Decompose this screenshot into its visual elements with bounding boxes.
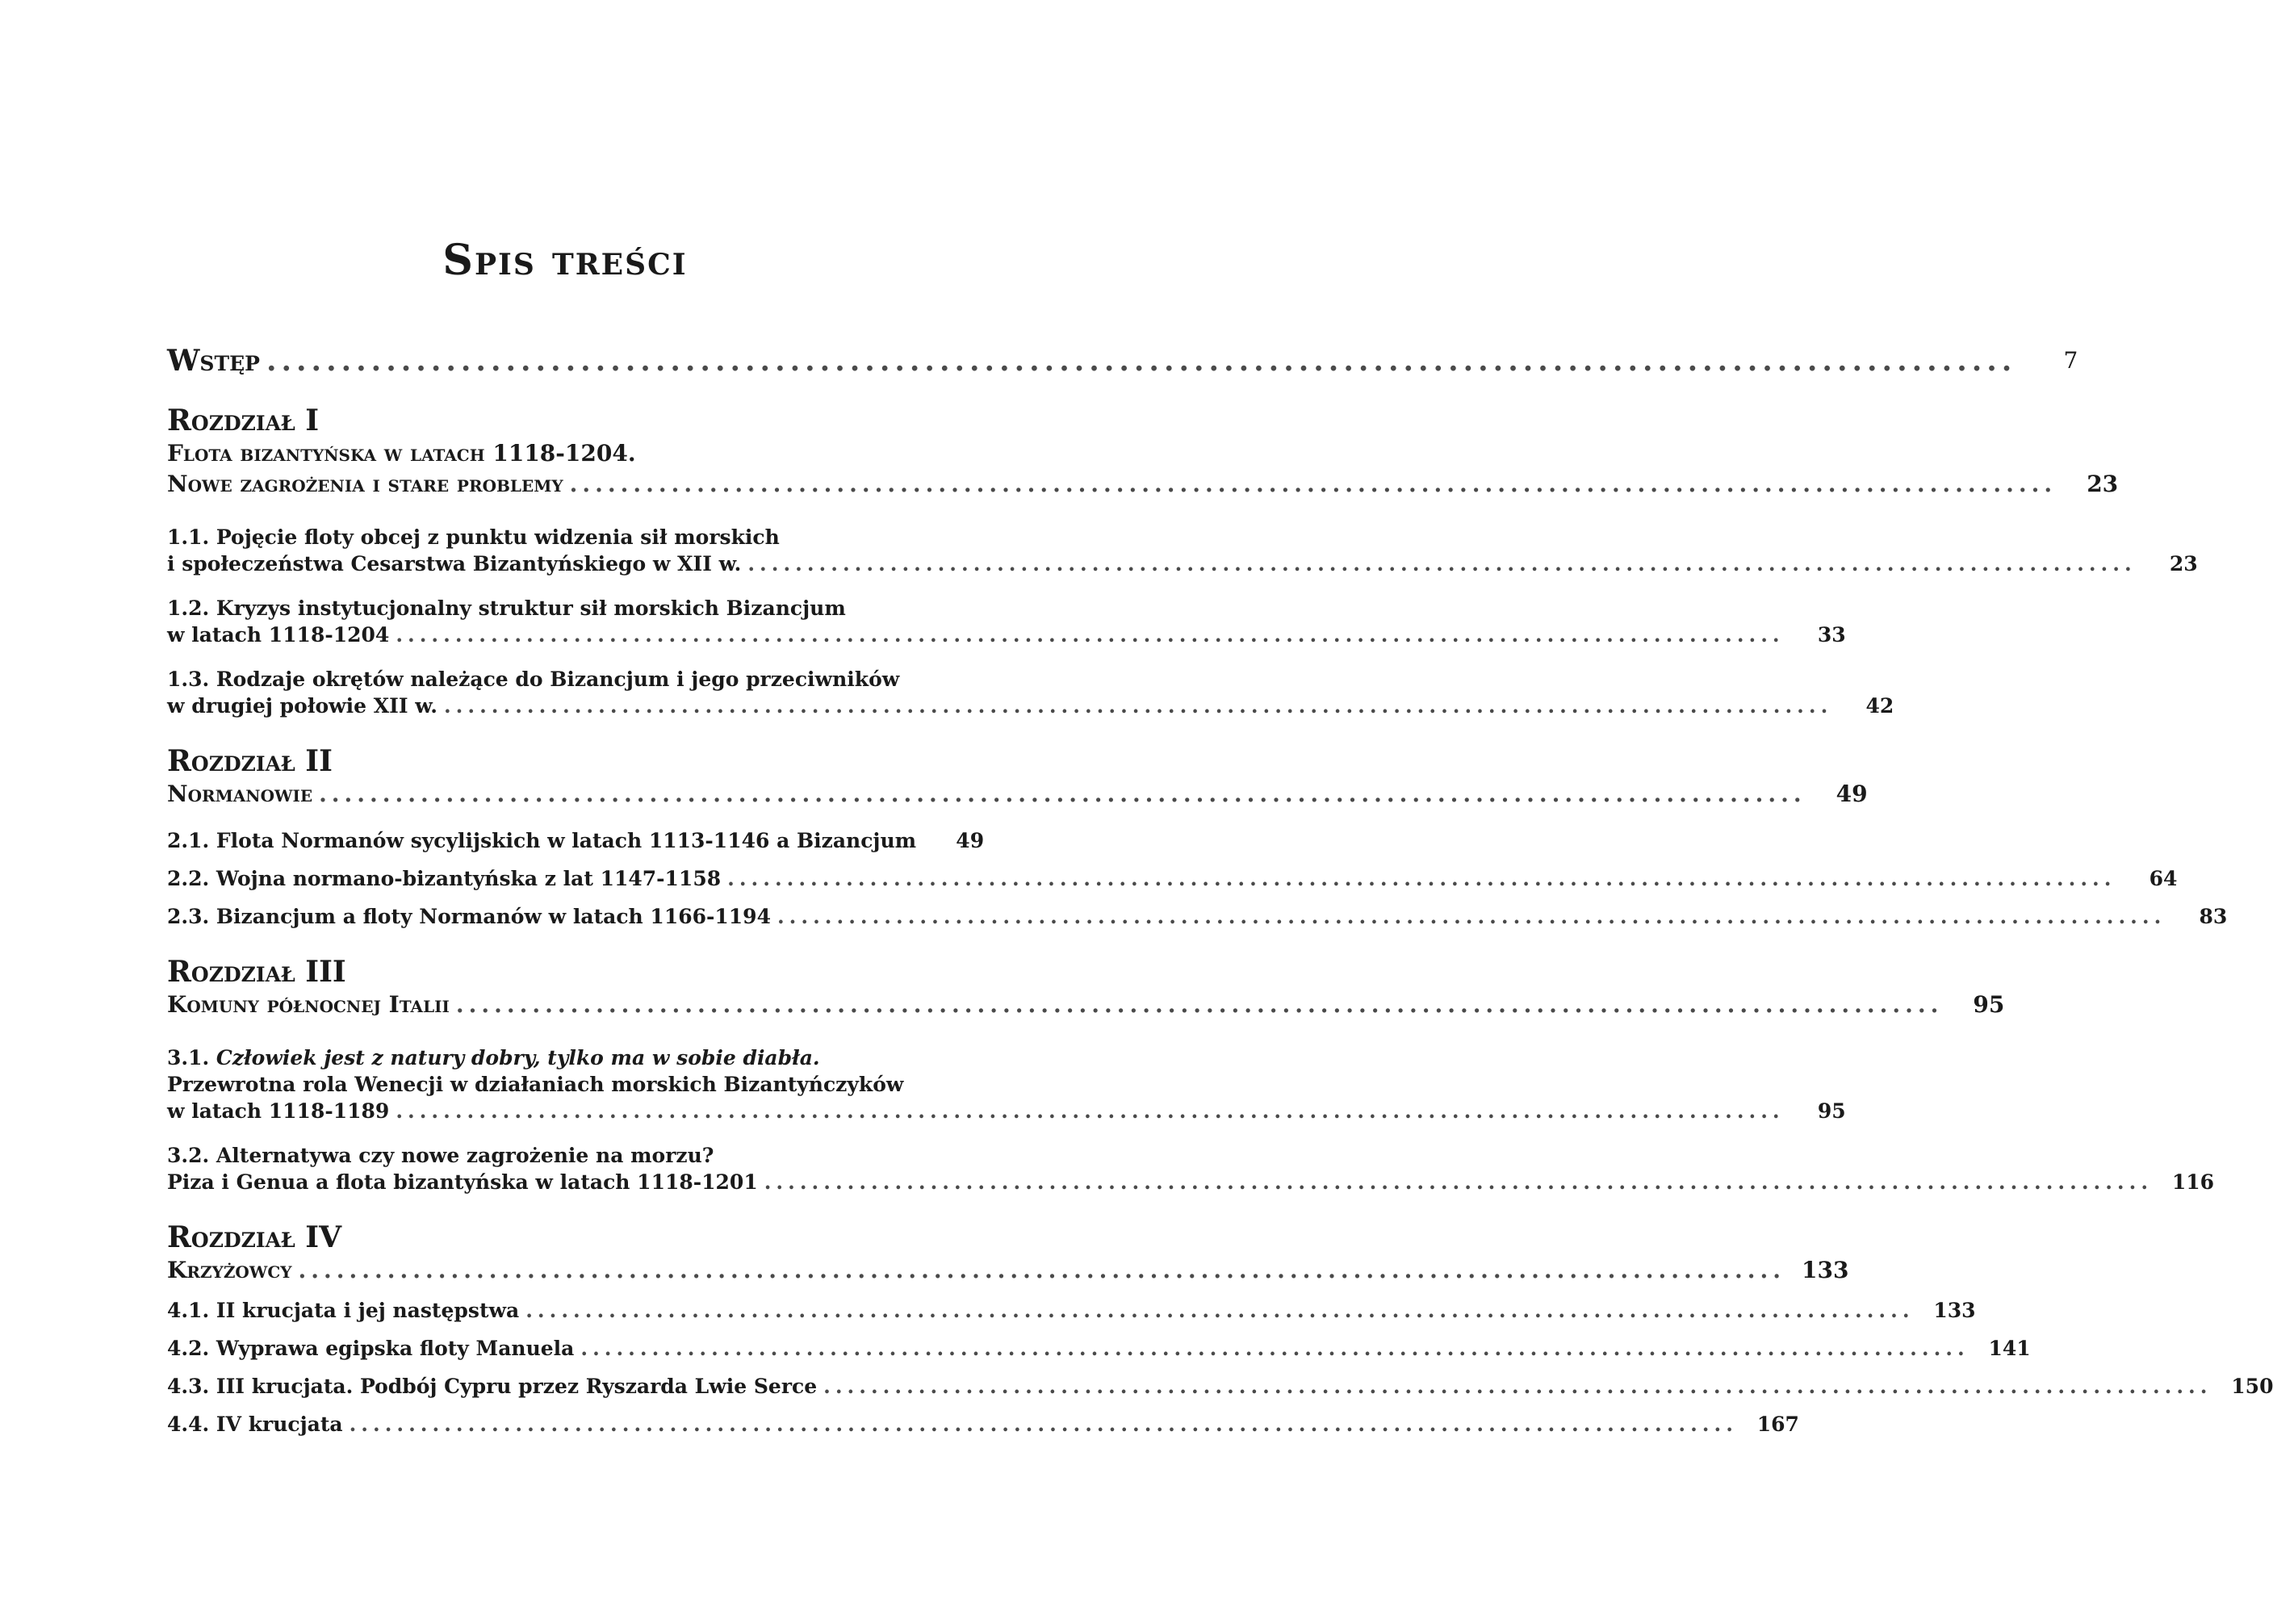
- section-title-line: 1.3. Rodzaje okrętów należące do Bizancjum i jego przeciwników: [167, 668, 900, 691]
- section-title-row: [167, 693, 1894, 719]
- section-4-4: [167, 1411, 1799, 1438]
- toc-page-number: 42: [1865, 694, 1894, 718]
- chapter-1: [167, 403, 2198, 719]
- section-4-2: [167, 1335, 2031, 1362]
- section-title-line: Piza i Genua a flota bizantyńska w latach 1118-1201: [167, 1170, 758, 1194]
- section-title-line: w drugiej połowie XII w.: [167, 694, 437, 718]
- dot-leader: .....................................................................................................................: [580, 1337, 1970, 1360]
- section-title-line: i społeczeństwa Cesarstwa Bizantyńskiego w XII w.: [167, 552, 742, 576]
- page-title: Spis treści: [442, 236, 688, 285]
- section-3-2: [167, 1142, 2215, 1195]
- dot-leader: .....................................................................................................................: [298, 1257, 1786, 1283]
- dot-leader: .....................................................................................................................: [569, 471, 2057, 497]
- toc-page-number: 116: [2171, 1170, 2215, 1194]
- section-2-2: [167, 865, 2178, 892]
- toc-page-number: 83: [2199, 905, 2228, 928]
- section-title-line: 1.2. Kryzys instytucjonalny struktur sił morskich Bizancjum: [167, 596, 846, 620]
- chapter-title-row: [167, 469, 2119, 500]
- section-title-line: w latach 1118-1189: [167, 1099, 390, 1123]
- toc-page-number: 7: [2063, 347, 2078, 374]
- section-2-1: [167, 827, 984, 854]
- chapter-title-row: [167, 1255, 1849, 1286]
- toc-page-number: 133: [1802, 1257, 1849, 1283]
- toc-page-number: 23: [2087, 471, 2119, 497]
- chapter-3: [167, 954, 2215, 1195]
- dot-leader: .....................................................................................................................: [443, 694, 1833, 718]
- section-number: 3.1.: [167, 1046, 216, 1069]
- dot-leader: .....................................................................................................................: [777, 905, 2166, 928]
- dot-leader: .....................................................................................................................: [349, 1413, 1738, 1436]
- section-title-line: 4.4. IV krucjata: [167, 1413, 343, 1436]
- dot-leader: .....................................................................................................................: [727, 867, 2116, 890]
- chapter-title-line: Komuny północnej Italii: [167, 991, 450, 1018]
- dot-leader: .....................................................................................................................: [396, 623, 1785, 647]
- section-title-line: 2.3. Bizancjum a floty Normanów w latach 1166-1194: [167, 905, 771, 928]
- dot-leader: .....................................................................................................................: [266, 344, 2017, 378]
- section-italic-quote: Człowiek jest z natury dobry, tylko ma w sobie diabła.: [216, 1046, 820, 1069]
- toc-page-number: 95: [1817, 1099, 1846, 1123]
- section-4-1: [167, 1297, 1976, 1324]
- chapter-title-line: Krzyżowcy: [167, 1257, 292, 1283]
- table-of-contents: [167, 343, 2273, 1438]
- section-title-line: 4.3. III krucjata. Podbój Cypru przez Ryszarda Lwie Serce: [167, 1375, 818, 1398]
- section-3-1: [167, 1044, 1846, 1124]
- dot-leader: .....................................................................................................................: [319, 781, 1806, 807]
- toc-page-number: 150: [2231, 1375, 2273, 1398]
- toc-page-number: 49: [956, 829, 985, 852]
- section-title-row: [167, 1169, 2215, 1195]
- dot-leader: .....................................................................................................................: [747, 552, 2137, 576]
- dot-leader: .....................................................................................................................: [455, 991, 1944, 1018]
- dot-leader: .....................................................................................................................: [764, 1170, 2154, 1194]
- toc-page-number: 33: [1817, 623, 1846, 647]
- section-title-line: [167, 1044, 984, 1071]
- toc-page-number: 167: [1756, 1413, 1799, 1436]
- section-title-line: 2.1. Flota Normanów sycylijskich w latach 1113-1146 a Bizancjum: [167, 829, 917, 852]
- chapter-title-row: [167, 779, 1868, 810]
- toc-page-number: 133: [1933, 1299, 1976, 1322]
- chapter-title-line: Nowe zagrożenia i stare problemy: [167, 471, 563, 497]
- chapter-4: [167, 1220, 2273, 1438]
- dot-leader: .....................................................................................................................: [823, 1375, 2212, 1398]
- section-2-3: [167, 903, 2228, 930]
- section-title-line: 1.1. Pojęcie floty obcej z punktu widzenia sił morskich: [167, 525, 780, 549]
- section-1-1: [167, 524, 2198, 577]
- section-1-3: [167, 666, 1894, 719]
- toc-page-number: 95: [1973, 991, 2005, 1018]
- section-title-row: [167, 1098, 1846, 1124]
- section-title-line: 3.2. Alternatywa czy nowe zagrożenie na morzu?: [167, 1144, 714, 1167]
- toc-page-number: 49: [1836, 781, 1868, 807]
- toc-entry-intro: [167, 343, 2078, 379]
- chapter-label: Rozdział II: [167, 744, 333, 778]
- toc-entry-label: Wstęp: [167, 344, 260, 378]
- toc-page-number: 64: [2149, 867, 2178, 890]
- section-title-row: [167, 550, 2198, 577]
- chapter-title-row: [167, 990, 2005, 1020]
- chapter-title-line: Flota bizantyńska w latach 1118-1204.: [167, 440, 636, 467]
- section-title-line: 4.1. II krucjata i jej następstwa: [167, 1299, 520, 1322]
- section-4-3: [167, 1373, 2273, 1400]
- chapter-label: Rozdział I: [167, 404, 320, 437]
- chapter-2: [167, 743, 2228, 930]
- chapter-label: Rozdział IV: [167, 1220, 342, 1254]
- section-title-line: 2.2. Wojna normano-bizantyńska z lat 1147-1158: [167, 867, 722, 890]
- chapter-label: Rozdział III: [167, 955, 346, 989]
- section-title-line: w latach 1118-1204: [167, 623, 390, 647]
- section-1-2: [167, 595, 1846, 648]
- toc-page-number: 23: [2169, 552, 2198, 576]
- section-title-line: 4.2. Wyprawa egipska floty Manuela: [167, 1337, 575, 1360]
- section-title-line: Przewrotna rola Wenecji w działaniach morskich Bizantyńczyków: [167, 1073, 904, 1096]
- dot-leader: .....................................................................................................................: [525, 1299, 1915, 1322]
- toc-page-number: 141: [1988, 1337, 2031, 1360]
- section-title-row: [167, 622, 1846, 648]
- dot-leader: .....................................................................................................................: [396, 1099, 1785, 1123]
- chapter-title-line: Normanowie: [167, 781, 313, 807]
